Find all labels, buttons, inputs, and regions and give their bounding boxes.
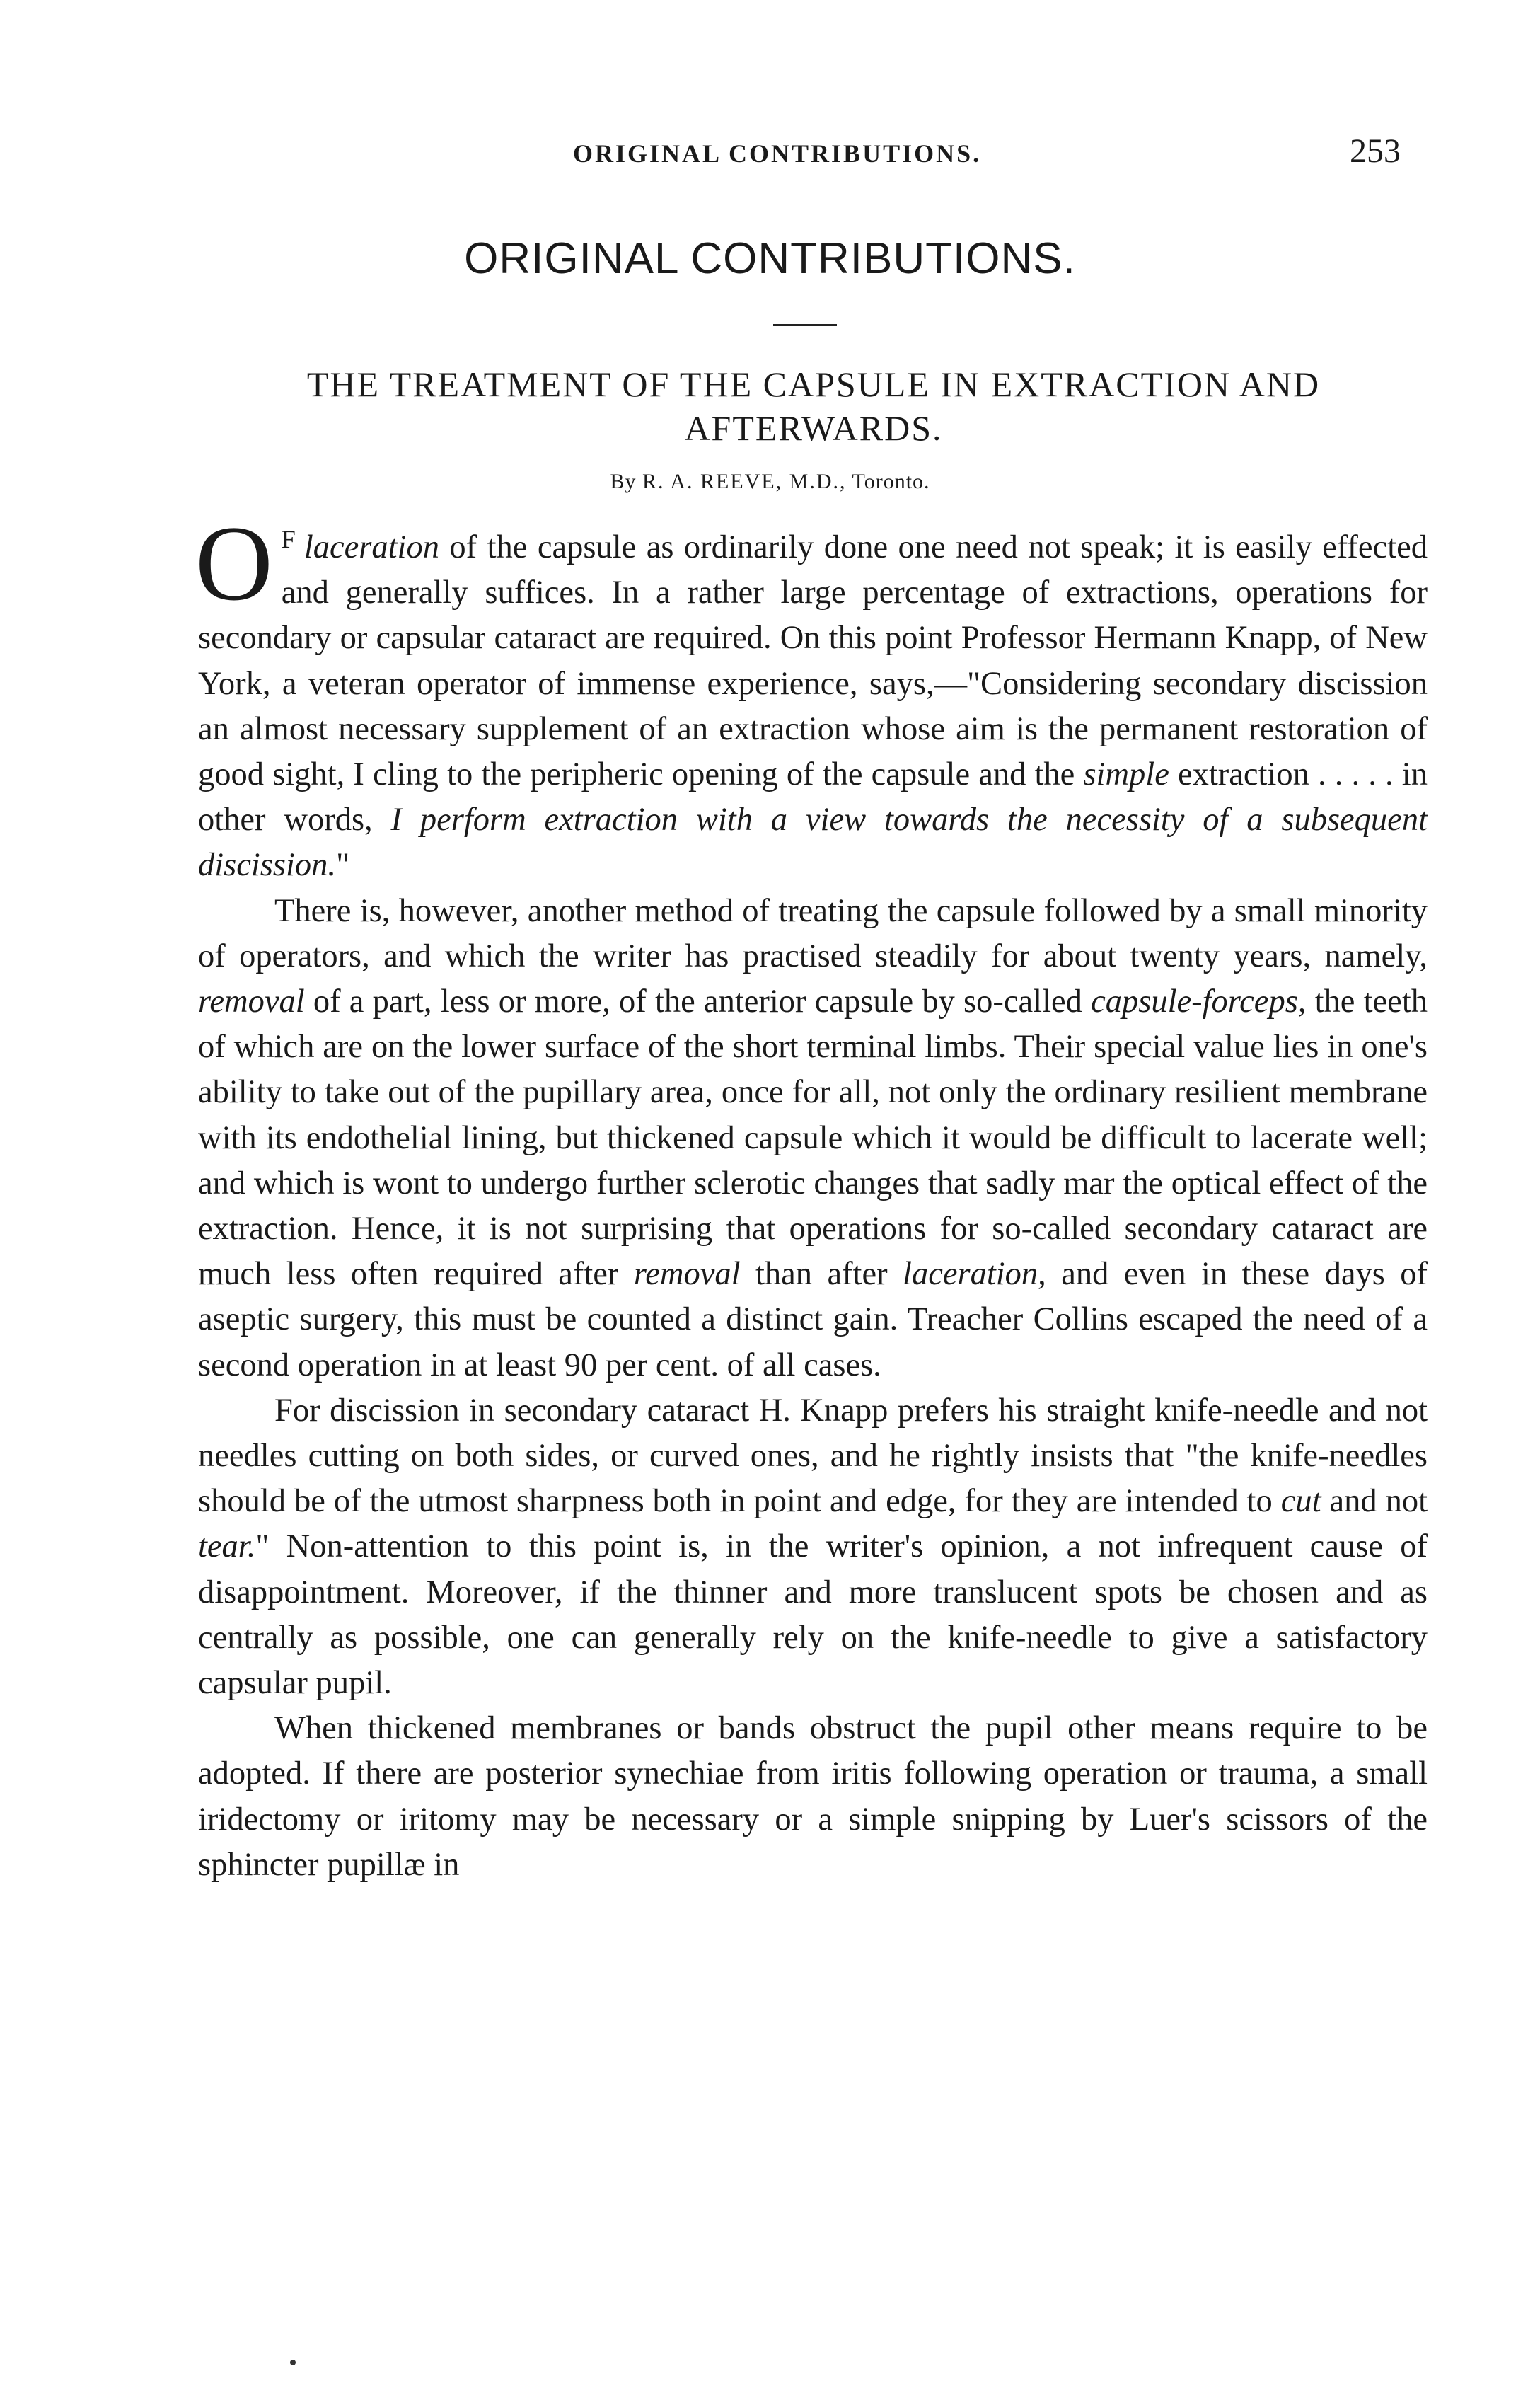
- running-head: ORIGINAL CONTRIBUTIONS.: [573, 139, 982, 168]
- paragraph-text: ": [336, 847, 350, 884]
- paragraph-text: of the capsule as ordinarily done one need not speak; it is easily effected and generally suffices. In a rather large percentage of extractions, operations for secondary or capsular cataract are required. On this point Professor Hermann Knapp, of New York, a veteran operator of immense experience, says,—"Considering secondary discission an almost necessary supplement of an extraction whose aim is the permanent restoration of good sight, I cling to the peripheric opening of the capsule and the: [198, 529, 1428, 793]
- byline-prefix: By: [610, 470, 637, 493]
- emphasis-text: tear.: [198, 1528, 256, 1565]
- paragraph-text: When thickened membranes or bands obstruct the pupil other means require to be adopted. If there are posterior synechiae from iritis following operation or trauma, a small iridectomy or iritomy may be necessary or a simple snipping by Luer's scissors of the sphincter pupillæ in: [198, 1710, 1428, 1883]
- emphasis-text: capsule-forceps,: [1091, 984, 1307, 1020]
- emphasis-text: cut: [1280, 1483, 1321, 1520]
- paragraph-1: [195, 504, 1428, 889]
- emphasis-text: I perform extraction with a view towards the necessity of a subsequent discission.: [198, 802, 1428, 884]
- paragraph-3: [198, 1388, 1428, 1706]
- emphasis-text: simple: [1083, 756, 1169, 793]
- title-rule: [773, 324, 837, 326]
- article-title: THE TREATMENT OF THE CAPSULE IN EXTRACTION AND AFTERWARDS.: [306, 364, 1321, 448]
- emphasis-text: laceration,: [903, 1256, 1046, 1293]
- emphasis-text: removal: [633, 1256, 741, 1293]
- paragraph-text: and not: [1321, 1483, 1428, 1520]
- paragraph-4: [198, 1706, 1428, 1888]
- paragraph-text: " Non-attention to this point is, in the writer's opinion, a not infrequent cause of disappointment. Moreover, if the thinner and more translucent spots be chosen and as centrally as possible, one can generally rely on the knife-needle to give a satisfactory capsular pupil.: [198, 1528, 1428, 1702]
- byline: [0, 470, 1540, 494]
- emphasis-text: laceration: [303, 529, 439, 565]
- page-number: 253: [1350, 132, 1401, 170]
- paragraph-text: and even in these days of aseptic surgery, this must be counted a distinct gain. Treacher Collins escaped the need of a second operation in at least 90 per cent. of all cases.: [198, 1256, 1428, 1383]
- ink-speck: [290, 2360, 296, 2365]
- paragraph-2: [198, 889, 1428, 1388]
- author-name: R. A. REEVE, M.D.,: [642, 470, 847, 493]
- paragraph-text: than after: [740, 1256, 903, 1293]
- article-body: [195, 504, 1428, 1888]
- drop-cap-continuation: F: [281, 525, 296, 553]
- paragraph-text: There is, however, another method of treating the capsule followed by a small minority of operators, and which the writer has practised steadily for about twenty years, namely,: [198, 892, 1428, 974]
- paragraph-text: of a part, less or more, of the anterior capsule by so-called: [304, 984, 1092, 1020]
- paragraph-text: extraction . . . . . in other words,: [198, 756, 1428, 838]
- drop-cap: O: [195, 504, 273, 623]
- emphasis-text: removal: [198, 984, 305, 1020]
- paragraph-text: For discission in secondary cataract H. Knapp prefers his straight knife-needle and not needles cutting on both sides, or curved ones, and he rightly insists that "the knife-needles should be of the utmost sharpness both in point and edge, for they are intended to: [198, 1392, 1428, 1520]
- paragraph-text: the teeth of which are on the lower surface of the short terminal limbs. Their special value lies in one's ability to take out of the pupillary area, once for all, not only the ordinary resilient membrane with its endothelial lining, but thickened capsule which it would be difficult to lacerate well; and which is wont to undergo further sclerotic changes that sadly mar the optical effect of the extraction. Hence, it is not surprising that operations for so-called secondary cataract are much less often required after: [198, 984, 1428, 1293]
- author-location: Toronto.: [852, 470, 930, 493]
- section-title: ORIGINAL CONTRIBUTIONS.: [464, 234, 1076, 283]
